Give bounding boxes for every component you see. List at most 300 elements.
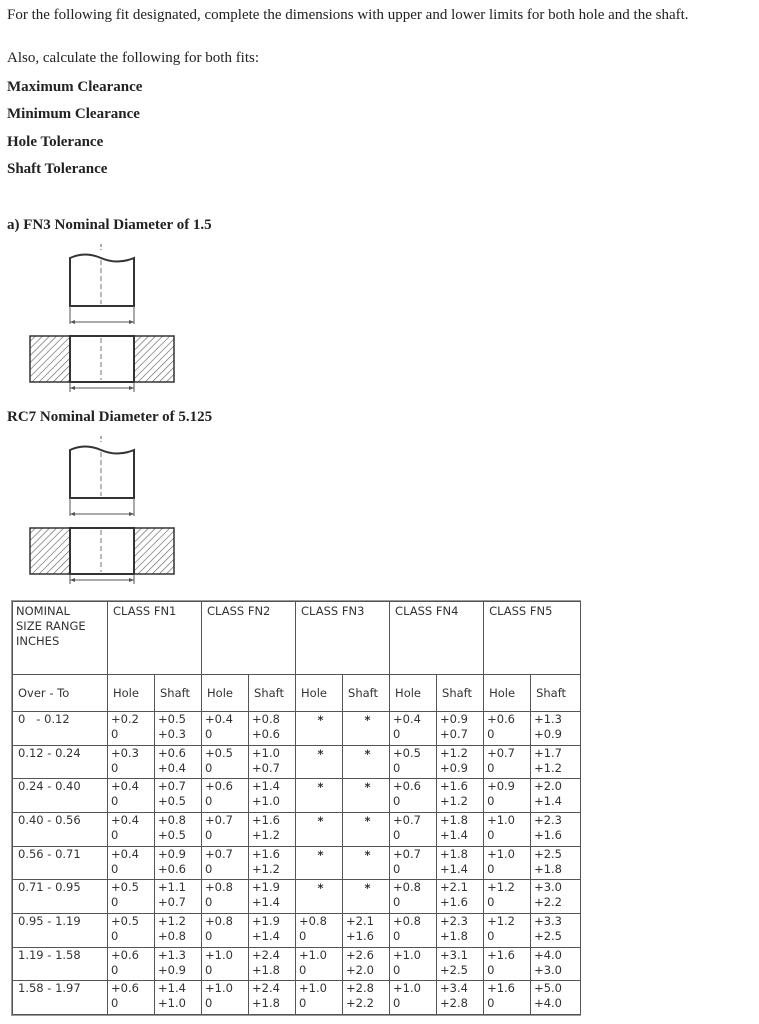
class-header-row bbox=[13, 602, 581, 675]
lower-limit-value: 0 bbox=[205, 996, 213, 1011]
size-range-cell: 0.95 - 1.19 bbox=[13, 913, 108, 947]
lower-limit-value: +1.6 bbox=[440, 895, 468, 910]
shaft-limit-cell bbox=[249, 712, 296, 746]
size-range-cell: 1.58 - 1.97 bbox=[13, 981, 108, 1015]
lower-limit-value: 0 bbox=[299, 928, 307, 943]
upper-limit-value: +3.0 bbox=[534, 880, 562, 895]
shaft-limit-cell bbox=[437, 981, 484, 1015]
shaft-label: Shaft bbox=[249, 675, 296, 712]
lower-limit-value: 0 bbox=[111, 996, 119, 1011]
upper-limit-value: +0.6 bbox=[158, 745, 186, 760]
lower-limit-value: +2.2 bbox=[346, 996, 374, 1011]
hole-limit-cell bbox=[296, 880, 343, 914]
not-applicable-mark: * bbox=[364, 780, 371, 795]
not-applicable-mark: * bbox=[364, 713, 371, 728]
lower-limit-value: +1.8 bbox=[534, 861, 562, 876]
hole-limit-cell bbox=[202, 846, 249, 880]
upper-limit-value: +0.9 bbox=[487, 779, 515, 794]
part-b-title: RC7 Nominal Diameter of 5.125 bbox=[7, 409, 213, 425]
lower-limit-value: +0.7 bbox=[252, 760, 280, 775]
upper-limit-value: +0.8 bbox=[252, 712, 280, 727]
shaft-limit-cell bbox=[343, 947, 390, 981]
force-fit-table bbox=[12, 601, 581, 1015]
hole-limit-cell bbox=[390, 913, 437, 947]
shaft-limit-cell bbox=[249, 947, 296, 981]
hole-limit-cell bbox=[202, 880, 249, 914]
lower-limit-value: +1.0 bbox=[158, 996, 186, 1011]
table-body bbox=[13, 602, 581, 1015]
upper-limit-value: +0.6 bbox=[111, 981, 139, 996]
upper-limit-value: +0.8 bbox=[205, 913, 233, 928]
size-range-cell: 0.12 - 0.24 bbox=[13, 745, 108, 779]
not-applicable-mark: * bbox=[317, 713, 324, 728]
size-range-cell: 0.40 - 0.56 bbox=[13, 813, 108, 847]
rc7-shaft-hole-drawing bbox=[28, 436, 178, 586]
shaft-label: Shaft bbox=[531, 675, 581, 712]
lower-limit-value: 0 bbox=[205, 861, 213, 876]
shaft-label: Shaft bbox=[343, 675, 390, 712]
class-header-fn5: CLASS FN5 bbox=[484, 602, 581, 675]
upper-limit-value: +1.0 bbox=[205, 947, 233, 962]
shaft-limit-cell bbox=[437, 880, 484, 914]
lower-limit-value: +2.5 bbox=[534, 928, 562, 943]
table-row bbox=[13, 913, 581, 947]
hole-label: Hole bbox=[202, 675, 249, 712]
size-range-cell: 0.71 - 0.95 bbox=[13, 880, 108, 914]
upper-limit-value: +2.0 bbox=[534, 779, 562, 794]
lower-limit-value: 0 bbox=[487, 895, 495, 910]
upper-limit-value: +1.3 bbox=[534, 712, 562, 727]
lower-limit-value: +0.9 bbox=[158, 962, 186, 977]
lower-limit-value: +0.8 bbox=[158, 928, 186, 943]
shaft-limit-cell bbox=[437, 947, 484, 981]
upper-limit-value: +0.5 bbox=[111, 913, 139, 928]
intro-text: For the following fit designated, complete the dimensions with upper and lower limits for both hole and the shaft. bbox=[7, 7, 689, 23]
hole-limit-cell bbox=[390, 779, 437, 813]
table-row bbox=[13, 846, 581, 880]
upper-limit-value: +0.7 bbox=[158, 779, 186, 794]
not-applicable-mark: * bbox=[364, 847, 371, 862]
hole-block-shape bbox=[30, 336, 174, 392]
shaft-limit-cell bbox=[155, 981, 202, 1015]
size-range-header: NOMINAL SIZE RANGE INCHES bbox=[13, 602, 108, 675]
hole-limit-cell bbox=[108, 779, 155, 813]
shaft-limit-cell bbox=[531, 846, 581, 880]
lower-limit-value: 0 bbox=[393, 895, 401, 910]
upper-limit-value: +1.0 bbox=[393, 981, 421, 996]
lower-limit-value: 0 bbox=[393, 962, 401, 977]
upper-limit-value: +1.6 bbox=[252, 813, 280, 828]
upper-limit-value: +0.5 bbox=[158, 712, 186, 727]
lower-limit-value: 0 bbox=[487, 962, 495, 977]
size-range-cell: 1.19 - 1.58 bbox=[13, 947, 108, 981]
hole-limit-cell bbox=[202, 779, 249, 813]
upper-limit-value: +0.6 bbox=[111, 947, 139, 962]
upper-limit-value: +1.6 bbox=[440, 779, 468, 794]
not-applicable-mark: * bbox=[364, 881, 371, 896]
lower-limit-value: +2.5 bbox=[440, 962, 468, 977]
lower-limit-value: 0 bbox=[111, 828, 119, 843]
upper-limit-value: +0.7 bbox=[205, 846, 233, 861]
upper-limit-value: +3.4 bbox=[440, 981, 468, 996]
shaft-label: Shaft bbox=[437, 675, 484, 712]
upper-limit-value: +1.1 bbox=[158, 880, 186, 895]
upper-limit-value: +0.5 bbox=[205, 745, 233, 760]
lower-limit-value: 0 bbox=[205, 727, 213, 742]
upper-limit-value: +0.6 bbox=[487, 712, 515, 727]
upper-limit-value: +1.2 bbox=[487, 913, 515, 928]
shaft-limit-cell bbox=[343, 745, 390, 779]
shaft-limit-cell bbox=[343, 779, 390, 813]
lower-limit-value: 0 bbox=[393, 928, 401, 943]
calc-intro: Also, calculate the following for both fits: bbox=[7, 50, 260, 66]
upper-limit-value: +2.8 bbox=[346, 981, 374, 996]
lower-limit-value: 0 bbox=[205, 928, 213, 943]
lower-limit-value: +0.6 bbox=[252, 727, 280, 742]
lower-limit-value: 0 bbox=[393, 828, 401, 843]
upper-limit-value: +3.3 bbox=[534, 913, 562, 928]
lower-limit-value: +0.5 bbox=[158, 828, 186, 843]
hole-limit-cell bbox=[202, 745, 249, 779]
shaft-limit-cell bbox=[531, 947, 581, 981]
table-row bbox=[13, 981, 581, 1015]
upper-limit-value: +1.0 bbox=[299, 981, 327, 996]
upper-limit-value: +1.3 bbox=[158, 947, 186, 962]
upper-limit-value: +0.4 bbox=[205, 712, 233, 727]
shaft-limit-cell bbox=[249, 846, 296, 880]
lower-limit-value: 0 bbox=[393, 760, 401, 775]
upper-limit-value: +1.0 bbox=[393, 947, 421, 962]
hole-limit-cell bbox=[390, 947, 437, 981]
class-header-fn1: CLASS FN1 bbox=[108, 602, 202, 675]
shaft-shape bbox=[70, 244, 134, 324]
upper-limit-value: +1.9 bbox=[252, 880, 280, 895]
upper-limit-value: +0.9 bbox=[440, 712, 468, 727]
table-row bbox=[13, 813, 581, 847]
hole-limit-cell bbox=[296, 779, 343, 813]
upper-limit-value: +1.2 bbox=[440, 745, 468, 760]
hole-limit-cell bbox=[484, 813, 531, 847]
hole-limit-cell bbox=[108, 880, 155, 914]
upper-limit-value: +2.5 bbox=[534, 846, 562, 861]
shaft-limit-cell bbox=[155, 712, 202, 746]
upper-limit-value: +0.7 bbox=[393, 813, 421, 828]
shaft-limit-cell bbox=[437, 846, 484, 880]
not-applicable-mark: * bbox=[364, 814, 371, 829]
table-row bbox=[13, 779, 581, 813]
shaft-limit-cell bbox=[249, 913, 296, 947]
shaft-limit-cell bbox=[343, 913, 390, 947]
calc-item-hole-tolerance: Hole Tolerance bbox=[7, 134, 104, 150]
lower-limit-value: +2.0 bbox=[346, 962, 374, 977]
shaft-limit-cell bbox=[155, 880, 202, 914]
not-applicable-mark: * bbox=[317, 780, 324, 795]
lower-limit-value: +1.6 bbox=[534, 828, 562, 843]
lower-limit-value: 0 bbox=[487, 727, 495, 742]
class-header-fn2: CLASS FN2 bbox=[202, 602, 296, 675]
hole-limit-cell bbox=[390, 981, 437, 1015]
hole-limit-cell bbox=[108, 913, 155, 947]
upper-limit-value: +1.2 bbox=[487, 880, 515, 895]
lower-limit-value: 0 bbox=[299, 996, 307, 1011]
size-range-cell: 0 - 0.12 bbox=[13, 712, 108, 746]
not-applicable-mark: * bbox=[317, 847, 324, 862]
upper-limit-value: +0.8 bbox=[158, 813, 186, 828]
lower-limit-value: +1.8 bbox=[440, 928, 468, 943]
hole-limit-cell bbox=[484, 913, 531, 947]
shaft-limit-cell bbox=[531, 913, 581, 947]
upper-limit-value: +1.0 bbox=[487, 813, 515, 828]
hole-limit-cell bbox=[296, 981, 343, 1015]
lower-limit-value: +2.8 bbox=[440, 996, 468, 1011]
lower-limit-value: +1.4 bbox=[252, 895, 280, 910]
lower-limit-value: +1.2 bbox=[252, 828, 280, 843]
upper-limit-value: +1.9 bbox=[252, 913, 280, 928]
shaft-limit-cell bbox=[437, 779, 484, 813]
lower-limit-value: 0 bbox=[205, 794, 213, 809]
subheader-row bbox=[13, 675, 581, 712]
shaft-limit-cell bbox=[531, 813, 581, 847]
lower-limit-value: 0 bbox=[487, 861, 495, 876]
hole-limit-cell bbox=[108, 745, 155, 779]
part-a-title: a) FN3 Nominal Diameter of 1.5 bbox=[7, 217, 212, 233]
shaft-limit-cell bbox=[155, 813, 202, 847]
shaft-limit-cell bbox=[343, 880, 390, 914]
hole-limit-cell bbox=[296, 846, 343, 880]
upper-limit-value: +1.6 bbox=[487, 947, 515, 962]
shaft-limit-cell bbox=[531, 712, 581, 746]
shaft-limit-cell bbox=[155, 947, 202, 981]
hole-limit-cell bbox=[296, 947, 343, 981]
upper-limit-value: +1.4 bbox=[158, 981, 186, 996]
hole-limit-cell bbox=[390, 712, 437, 746]
lower-limit-value: +3.0 bbox=[534, 962, 562, 977]
shaft-limit-cell bbox=[155, 779, 202, 813]
lower-limit-value: +0.3 bbox=[158, 727, 186, 742]
hole-limit-cell bbox=[390, 880, 437, 914]
table-row bbox=[13, 745, 581, 779]
upper-limit-value: +2.1 bbox=[440, 880, 468, 895]
upper-limit-value: +0.5 bbox=[111, 880, 139, 895]
upper-limit-value: +1.6 bbox=[252, 846, 280, 861]
hole-label: Hole bbox=[296, 675, 343, 712]
class-header-fn3: CLASS FN3 bbox=[296, 602, 390, 675]
lower-limit-value: 0 bbox=[487, 760, 495, 775]
lower-limit-value: 0 bbox=[111, 962, 119, 977]
upper-limit-value: +1.7 bbox=[534, 745, 562, 760]
upper-limit-value: +1.4 bbox=[252, 779, 280, 794]
lower-limit-value: +4.0 bbox=[534, 996, 562, 1011]
lower-limit-value: 0 bbox=[111, 794, 119, 809]
upper-limit-value: +5.0 bbox=[534, 981, 562, 996]
shaft-limit-cell bbox=[249, 981, 296, 1015]
shaft-limit-cell bbox=[531, 779, 581, 813]
upper-limit-value: +1.8 bbox=[440, 813, 468, 828]
shaft-limit-cell bbox=[249, 813, 296, 847]
hole-limit-cell bbox=[108, 981, 155, 1015]
not-applicable-mark: * bbox=[317, 814, 324, 829]
hole-limit-cell bbox=[484, 745, 531, 779]
hole-limit-cell bbox=[390, 846, 437, 880]
upper-limit-value: +1.0 bbox=[487, 846, 515, 861]
lower-limit-value: +0.4 bbox=[158, 760, 186, 775]
lower-limit-value: 0 bbox=[393, 794, 401, 809]
upper-limit-value: +2.4 bbox=[252, 981, 280, 996]
hole-limit-cell bbox=[390, 813, 437, 847]
lower-limit-value: +0.5 bbox=[158, 794, 186, 809]
upper-limit-value: +0.8 bbox=[205, 880, 233, 895]
hole-limit-cell bbox=[484, 779, 531, 813]
shaft-limit-cell bbox=[437, 745, 484, 779]
hole-limit-cell bbox=[202, 981, 249, 1015]
lower-limit-value: 0 bbox=[205, 760, 213, 775]
upper-limit-value: +0.4 bbox=[111, 846, 139, 861]
table-row bbox=[13, 880, 581, 914]
upper-limit-value: +0.8 bbox=[393, 880, 421, 895]
size-range-cell: 0.56 - 0.71 bbox=[13, 846, 108, 880]
lower-limit-value: 0 bbox=[487, 928, 495, 943]
fit-table-container bbox=[11, 600, 581, 1016]
shaft-label: Shaft bbox=[155, 675, 202, 712]
lower-limit-value: +1.8 bbox=[252, 962, 280, 977]
hole-limit-cell bbox=[296, 712, 343, 746]
shaft-limit-cell bbox=[343, 981, 390, 1015]
lower-limit-value: 0 bbox=[487, 794, 495, 809]
shaft-limit-cell bbox=[249, 745, 296, 779]
upper-limit-value: +2.3 bbox=[534, 813, 562, 828]
upper-limit-value: +0.8 bbox=[393, 913, 421, 928]
class-header-fn4: CLASS FN4 bbox=[390, 602, 484, 675]
upper-limit-value: +2.1 bbox=[346, 913, 374, 928]
shaft-limit-cell bbox=[155, 913, 202, 947]
lower-limit-value: +1.2 bbox=[534, 760, 562, 775]
hole-limit-cell bbox=[108, 947, 155, 981]
lower-limit-value: +1.6 bbox=[346, 928, 374, 943]
shaft-limit-cell bbox=[343, 712, 390, 746]
upper-limit-value: +3.1 bbox=[440, 947, 468, 962]
hole-limit-cell bbox=[108, 813, 155, 847]
lower-limit-value: +2.2 bbox=[534, 895, 562, 910]
upper-limit-value: +1.0 bbox=[252, 745, 280, 760]
lower-limit-value: 0 bbox=[111, 760, 119, 775]
upper-limit-value: +2.3 bbox=[440, 913, 468, 928]
size-range-cell: 0.24 - 0.40 bbox=[13, 779, 108, 813]
upper-limit-value: +0.7 bbox=[487, 745, 515, 760]
shaft-limit-cell bbox=[155, 846, 202, 880]
lower-limit-value: +0.9 bbox=[534, 727, 562, 742]
upper-limit-value: +4.0 bbox=[534, 947, 562, 962]
lower-limit-value: 0 bbox=[299, 962, 307, 977]
upper-limit-value: +0.4 bbox=[393, 712, 421, 727]
lower-limit-value: 0 bbox=[205, 828, 213, 843]
lower-limit-value: +0.7 bbox=[440, 727, 468, 742]
upper-limit-value: +0.4 bbox=[111, 779, 139, 794]
table-row bbox=[13, 712, 581, 746]
lower-limit-value: 0 bbox=[111, 895, 119, 910]
lower-limit-value: 0 bbox=[393, 996, 401, 1011]
upper-limit-value: +0.7 bbox=[393, 846, 421, 861]
upper-limit-value: +1.0 bbox=[205, 981, 233, 996]
upper-limit-value: +1.0 bbox=[299, 947, 327, 962]
shaft-limit-cell bbox=[531, 981, 581, 1015]
hole-label: Hole bbox=[390, 675, 437, 712]
lower-limit-value: +1.2 bbox=[440, 794, 468, 809]
shaft-shape bbox=[70, 436, 134, 516]
lower-limit-value: +1.4 bbox=[534, 794, 562, 809]
hole-limit-cell bbox=[202, 813, 249, 847]
lower-limit-value: +0.7 bbox=[158, 895, 186, 910]
shaft-limit-cell bbox=[343, 846, 390, 880]
hole-limit-cell bbox=[484, 947, 531, 981]
hole-limit-cell bbox=[390, 745, 437, 779]
hole-limit-cell bbox=[484, 880, 531, 914]
hole-limit-cell bbox=[296, 745, 343, 779]
range-label: Over - To bbox=[13, 675, 108, 712]
upper-limit-value: +1.8 bbox=[440, 846, 468, 861]
hole-label: Hole bbox=[484, 675, 531, 712]
upper-limit-value: +0.5 bbox=[393, 745, 421, 760]
lower-limit-value: +1.8 bbox=[252, 996, 280, 1011]
shaft-limit-cell bbox=[437, 712, 484, 746]
lower-limit-value: 0 bbox=[205, 962, 213, 977]
table-row bbox=[13, 947, 581, 981]
lower-limit-value: 0 bbox=[393, 727, 401, 742]
calc-item-shaft-tolerance: Shaft Tolerance bbox=[7, 161, 108, 177]
lower-limit-value: 0 bbox=[487, 996, 495, 1011]
shaft-limit-cell bbox=[249, 880, 296, 914]
calc-item-max-clearance: Maximum Clearance bbox=[7, 79, 143, 95]
shaft-limit-cell bbox=[343, 813, 390, 847]
lower-limit-value: +1.4 bbox=[252, 928, 280, 943]
hole-limit-cell bbox=[202, 947, 249, 981]
hole-limit-cell bbox=[484, 712, 531, 746]
upper-limit-value: +0.4 bbox=[111, 813, 139, 828]
lower-limit-value: +0.9 bbox=[440, 760, 468, 775]
lower-limit-value: +1.4 bbox=[440, 828, 468, 843]
lower-limit-value: +1.4 bbox=[440, 861, 468, 876]
fn3-shaft-hole-drawing bbox=[28, 244, 178, 394]
upper-limit-value: +0.3 bbox=[111, 745, 139, 760]
hole-block-shape bbox=[30, 528, 174, 584]
lower-limit-value: 0 bbox=[111, 928, 119, 943]
shaft-limit-cell bbox=[437, 813, 484, 847]
shaft-limit-cell bbox=[155, 745, 202, 779]
upper-limit-value: +2.6 bbox=[346, 947, 374, 962]
shaft-limit-cell bbox=[437, 913, 484, 947]
upper-limit-value: +0.6 bbox=[393, 779, 421, 794]
shaft-limit-cell bbox=[531, 880, 581, 914]
upper-limit-value: +0.2 bbox=[111, 712, 139, 727]
shaft-limit-cell bbox=[531, 745, 581, 779]
lower-limit-value: 0 bbox=[111, 727, 119, 742]
lower-limit-value: 0 bbox=[205, 895, 213, 910]
hole-limit-cell bbox=[202, 913, 249, 947]
upper-limit-value: +1.6 bbox=[487, 981, 515, 996]
lower-limit-value: 0 bbox=[393, 861, 401, 876]
lower-limit-value: +1.0 bbox=[252, 794, 280, 809]
upper-limit-value: +0.6 bbox=[205, 779, 233, 794]
shaft-limit-cell bbox=[249, 779, 296, 813]
not-applicable-mark: * bbox=[317, 746, 324, 761]
hole-limit-cell bbox=[202, 712, 249, 746]
hole-limit-cell bbox=[296, 913, 343, 947]
upper-limit-value: +2.4 bbox=[252, 947, 280, 962]
hole-limit-cell bbox=[108, 846, 155, 880]
lower-limit-value: +1.2 bbox=[252, 861, 280, 876]
lower-limit-value: +0.6 bbox=[158, 861, 186, 876]
hole-limit-cell bbox=[484, 981, 531, 1015]
hole-label: Hole bbox=[108, 675, 155, 712]
